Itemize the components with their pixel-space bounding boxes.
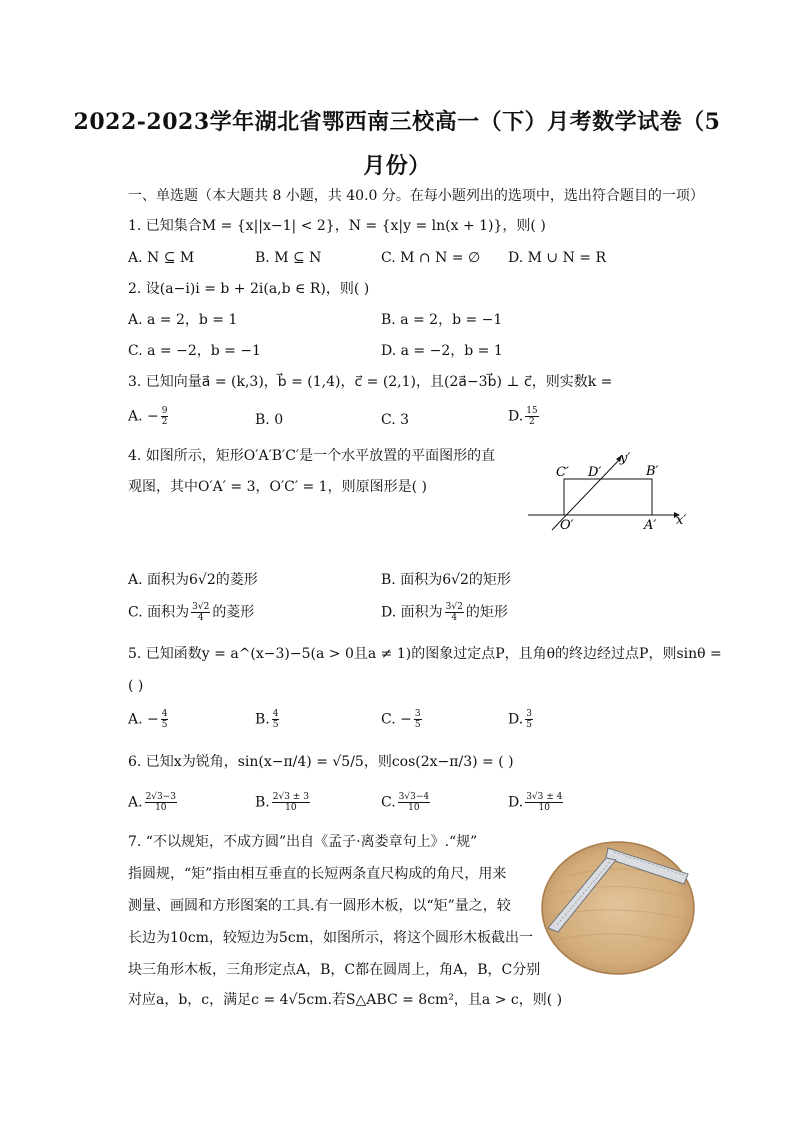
q5-stem-line-2: ( ) bbox=[128, 678, 144, 694]
section-heading: 一、单选题（本大题共 8 小题，共 40.0 分。在每小题列出的选项中，选出符合题目的一项） bbox=[128, 188, 704, 204]
q6-option-b bbox=[255, 792, 312, 813]
q4-c-suffix: 的菱形 bbox=[212, 604, 255, 621]
q5-stem-line-1: 5. 已知函数y = a^(x−3)−5(a > 0且a ≠ 1)的图象过定点P，且角θ的终边经过点P，则sinθ = bbox=[128, 646, 722, 662]
q5-a-prefix: A. − bbox=[128, 711, 159, 728]
q1-stem: 1. 已知集合M = {x||x−1| < 2}，N = {x|y = ln(x + 1)}，则( ) bbox=[128, 218, 546, 234]
q6-d-fraction bbox=[525, 792, 563, 813]
q2-option-d: D. a = −2，b = 1 bbox=[381, 343, 503, 359]
label-a: A′ bbox=[644, 518, 657, 532]
q6-b-fraction bbox=[272, 792, 310, 813]
q7-line-2: 指圆规，“矩”指由相互垂直的长短两条直尺构成的角尺，用来 bbox=[128, 866, 507, 882]
q1-option-d: D. M ∪ N = R bbox=[508, 250, 607, 266]
q4-d-suffix: 的矩形 bbox=[465, 604, 508, 621]
label-o: O′ bbox=[560, 518, 574, 532]
q5-a-den: 5 bbox=[161, 720, 168, 730]
q4-d-prefix: D. 面积为 bbox=[381, 604, 443, 621]
q4-d-fraction bbox=[445, 602, 464, 623]
q5-option-c bbox=[381, 709, 424, 730]
q4-option-c bbox=[128, 602, 254, 623]
q3-a-fraction bbox=[161, 406, 169, 427]
q5-d-den: 5 bbox=[526, 720, 532, 730]
q6-option-c bbox=[381, 792, 432, 813]
q3-d-prefix: D. bbox=[508, 408, 524, 425]
q5-d-num: 3 bbox=[526, 709, 532, 719]
q4-c-fraction bbox=[191, 602, 210, 623]
label-b: B′ bbox=[646, 464, 659, 479]
q4-figure bbox=[524, 448, 694, 532]
q6-a-prefix: A. bbox=[128, 794, 143, 811]
q4-option-d bbox=[381, 602, 508, 623]
q4-option-a: A. 面积为6√2的菱形 bbox=[128, 572, 258, 588]
q6-c-fraction bbox=[398, 792, 430, 813]
q5-d-prefix: D. bbox=[508, 711, 524, 728]
q5-b-den: 5 bbox=[272, 720, 279, 730]
q3-stem: 3. 已知向量a⃗ = (k,3)，b⃗ = (1,4)，c⃗ = (2,1)，且(2a⃗−3b⃗) ⊥ c⃗，则实数k = bbox=[128, 374, 613, 390]
title-line-1: 2022-2023学年湖北省鄂西南三校高一（下）月考数学试卷（5 bbox=[73, 109, 721, 135]
q3-d-num: 15 bbox=[526, 406, 538, 416]
label-d: D′ bbox=[588, 465, 602, 480]
q5-option-a bbox=[128, 709, 170, 730]
q4-c-prefix: C. 面积为 bbox=[128, 604, 190, 621]
q6-a-den: 10 bbox=[155, 803, 167, 813]
q6-d-den: 10 bbox=[538, 803, 550, 813]
q3-a-den: 2 bbox=[161, 417, 168, 427]
q2-stem: 2. 设(a−i)i = b + 2i(a,b ∈ R)，则( ) bbox=[128, 281, 370, 297]
q4-d-num: 3√2 bbox=[445, 602, 463, 612]
q3-a-prefix: A. − bbox=[128, 408, 159, 425]
q6-c-num: 3√3−4 bbox=[398, 792, 430, 802]
q7-line-5: 块三角形木板，三角形定点A，B，C都在圆周上，角A，B，C分别 bbox=[128, 962, 541, 978]
q7-line-1: 7. “不以规矩，不成方圆”出自《孟子·离娄章句上》.“规” bbox=[128, 834, 478, 850]
q3-d-den: 2 bbox=[529, 417, 535, 427]
q5-c-prefix: C. − bbox=[381, 711, 412, 728]
q6-stem: 6. 已知x为锐角，sin(x−π/4) = √5/5，则cos(2x−π/3) = ( ) bbox=[128, 754, 514, 770]
q5-option-d bbox=[508, 709, 535, 730]
q5-b-fraction bbox=[272, 709, 280, 730]
title-line-2: 月份） bbox=[363, 153, 431, 179]
q5-c-den: 5 bbox=[414, 720, 421, 730]
q6-a-fraction bbox=[145, 792, 177, 813]
q1-option-a: A. N ⊆ M bbox=[128, 250, 195, 266]
q4-d-den: 4 bbox=[451, 613, 458, 623]
q5-c-num: 3 bbox=[414, 709, 421, 719]
q3-option-b: B. 0 bbox=[255, 412, 284, 428]
q4-stem-line-2: 观图，其中O′A′ = 3，O′C′ = 1，则原图形是( ) bbox=[128, 479, 427, 495]
q6-b-den: 10 bbox=[285, 803, 297, 813]
q7-line-6: 对应a，b，c，满足c = 4√5cm.若S△ABC = 8cm²，且a > c，则( ) bbox=[128, 992, 563, 1008]
wooden-board-illustration bbox=[538, 836, 696, 976]
q4-option-b: B. 面积为6√2的矩形 bbox=[381, 572, 511, 588]
q7-line-3: 测量、画圆和方形图案的工具.有一圆形木板，以“矩”量之，较 bbox=[128, 898, 511, 914]
q6-option-a bbox=[128, 792, 179, 813]
q4-stem-line-1: 4. 如图所示，矩形O′A′B′C′是一个水平放置的平面图形的直 bbox=[128, 448, 496, 464]
q6-b-prefix: B. bbox=[255, 794, 270, 811]
q7-line-4: 长边为10cm，较短边为5cm，如图所示，将这个圆形木板截出一 bbox=[128, 930, 533, 946]
q6-c-prefix: C. bbox=[381, 794, 396, 811]
label-c: C′ bbox=[556, 465, 569, 480]
q5-d-fraction bbox=[525, 709, 533, 730]
label-x: x′ bbox=[676, 513, 687, 528]
q1-option-b: B. M ⊆ N bbox=[255, 250, 322, 266]
q2-option-b: B. a = 2，b = −1 bbox=[381, 312, 503, 328]
rectangle-oabc bbox=[564, 479, 652, 515]
q4-c-den: 4 bbox=[197, 613, 204, 623]
q3-a-num: 9 bbox=[161, 406, 168, 416]
q6-d-prefix: D. bbox=[508, 794, 524, 811]
q3-d-fraction bbox=[525, 406, 538, 427]
q5-b-prefix: B. bbox=[255, 711, 270, 728]
label-y: y′ bbox=[620, 451, 631, 466]
exam-title bbox=[60, 100, 734, 188]
q5-a-fraction bbox=[161, 709, 169, 730]
q6-a-num: 2√3−3 bbox=[145, 792, 177, 802]
q2-option-a: A. a = 2，b = 1 bbox=[128, 312, 238, 328]
q6-b-num: 2√3 ± 3 bbox=[272, 792, 309, 802]
q3-option-c: C. 3 bbox=[381, 412, 410, 428]
q3-option-d bbox=[508, 406, 541, 427]
q3-option-a bbox=[128, 406, 170, 427]
q2-option-c: C. a = −2，b = −1 bbox=[128, 343, 261, 359]
q6-d-num: 3√3 ± 4 bbox=[526, 792, 563, 802]
q5-a-num: 4 bbox=[161, 709, 168, 719]
q1-option-c: C. M ∩ N = ∅ bbox=[381, 250, 481, 266]
q5-option-b bbox=[255, 709, 281, 730]
q5-b-num: 4 bbox=[272, 709, 279, 719]
q6-c-den: 10 bbox=[408, 803, 420, 813]
q4-c-num: 3√2 bbox=[192, 602, 210, 612]
q5-c-fraction bbox=[414, 709, 422, 730]
q6-option-d bbox=[508, 792, 565, 813]
